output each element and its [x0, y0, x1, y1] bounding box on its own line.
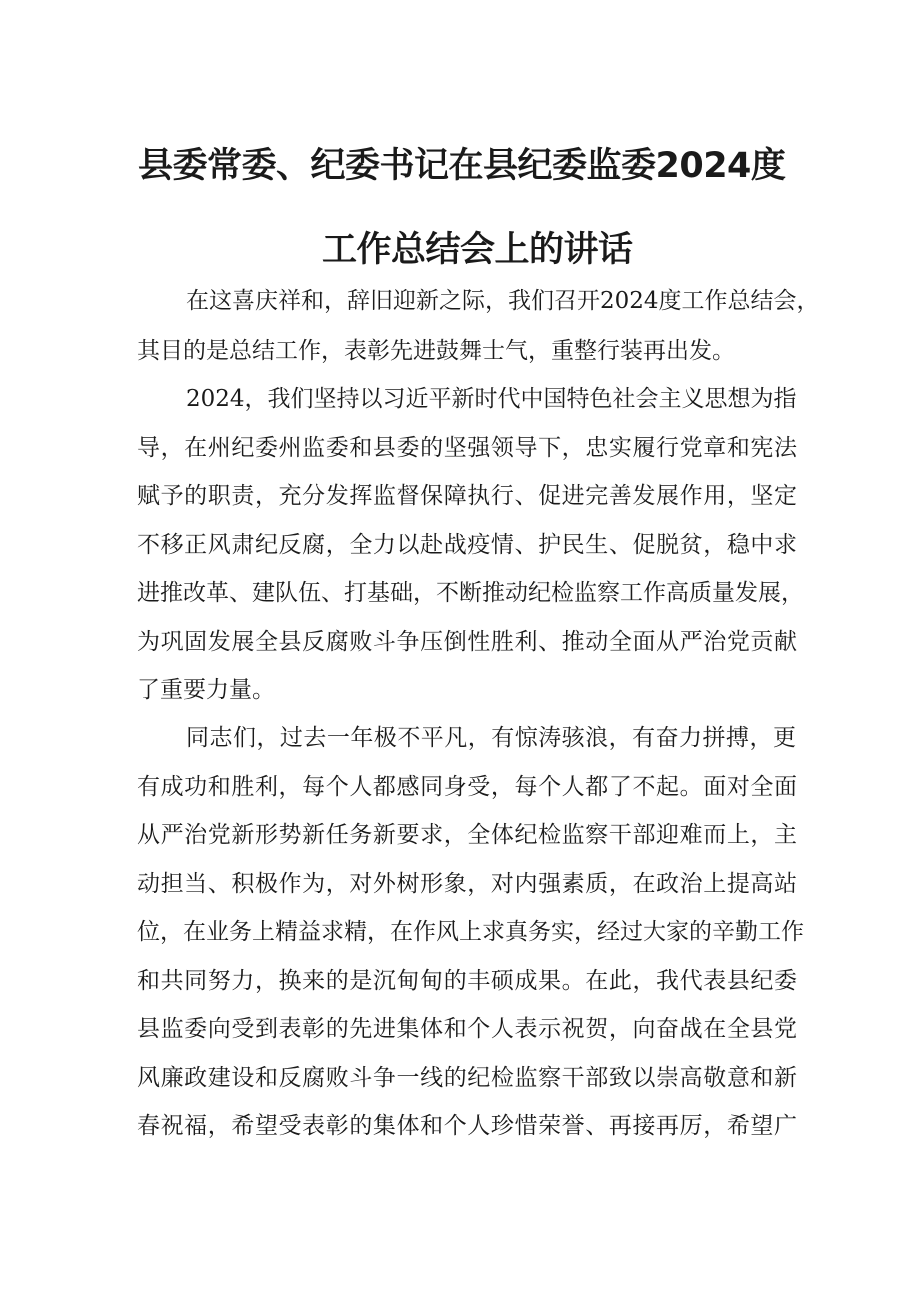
- paragraph-3-line-8: 风廉政建设和反腐败斗争一线的纪检监察干部致以崇高敬意和新: [137, 1065, 797, 1091]
- paragraph-2-line-5: 进推改革、建队伍、打基础，不断推动纪检监察工作高质量发展，: [137, 580, 804, 606]
- paragraph-3-line-3: 从严治党新形势新任务新要求，全体纪检监察干部迎难而上，主: [137, 822, 797, 848]
- document-title-line-2: 工作总结会上的讲话: [322, 230, 633, 270]
- paragraph-2-line-6: 为巩固发展全县反腐败斗争压倒性胜利、推动全面从严治党贡献: [137, 629, 797, 655]
- paragraph-2-line-7: 了重要力量。: [137, 677, 275, 703]
- paragraph-1-line-1: 在这喜庆祥和，辞旧迎新之际，我们召开2024度工作总结会，: [186, 288, 820, 314]
- paragraph-3-line-7: 县监委向受到表彰的先进集体和个人表示祝贺，向奋战在全县党: [137, 1016, 797, 1042]
- paragraph-3-line-5: 位，在业务上精益求精，在作风上求真务实，经过大家的辛勤工作: [137, 919, 804, 945]
- paragraph-3-line-9: 春祝福，希望受表彰的集体和个人珍惜荣誉、再接再厉，希望广: [137, 1113, 797, 1139]
- paragraph-2-line-3: 赋予的职责，充分发挥监督保障执行、促进完善发展作用，坚定: [137, 483, 797, 509]
- paragraph-2-line-1: 2024，我们坚持以习近平新时代中国特色社会主义思想为指: [186, 386, 797, 412]
- paragraph-2-line-4: 不移正风肃纪反腐，全力以赴战疫情、护民生、促脱贫，稳中求: [137, 532, 797, 558]
- paragraph-3-line-1: 同志们，过去一年极不平凡，有惊涛骇浪，有奋力拼搏，更: [186, 725, 796, 751]
- paragraph-1-line-2: 其目的是总结工作，表彰先进鼓舞士气，重整行装再出发。: [137, 338, 735, 364]
- document-title-line-1: 县委常委、纪委书记在县纪委监委2024度: [138, 146, 786, 186]
- paragraph-3-line-2: 有成功和胜利，每个人都感同身受，每个人都了不起。面对全面: [137, 774, 797, 800]
- paragraph-2-line-2: 导，在州纪委州监委和县委的坚强领导下，忠实履行党章和宪法: [137, 435, 797, 461]
- paragraph-3-line-6: 和共同努力，换来的是沉甸甸的丰硕成果。在此，我代表县纪委: [137, 968, 797, 994]
- paragraph-3-line-4: 动担当、积极作为，对外树形象，对内强素质，在政治上提高站: [137, 871, 797, 897]
